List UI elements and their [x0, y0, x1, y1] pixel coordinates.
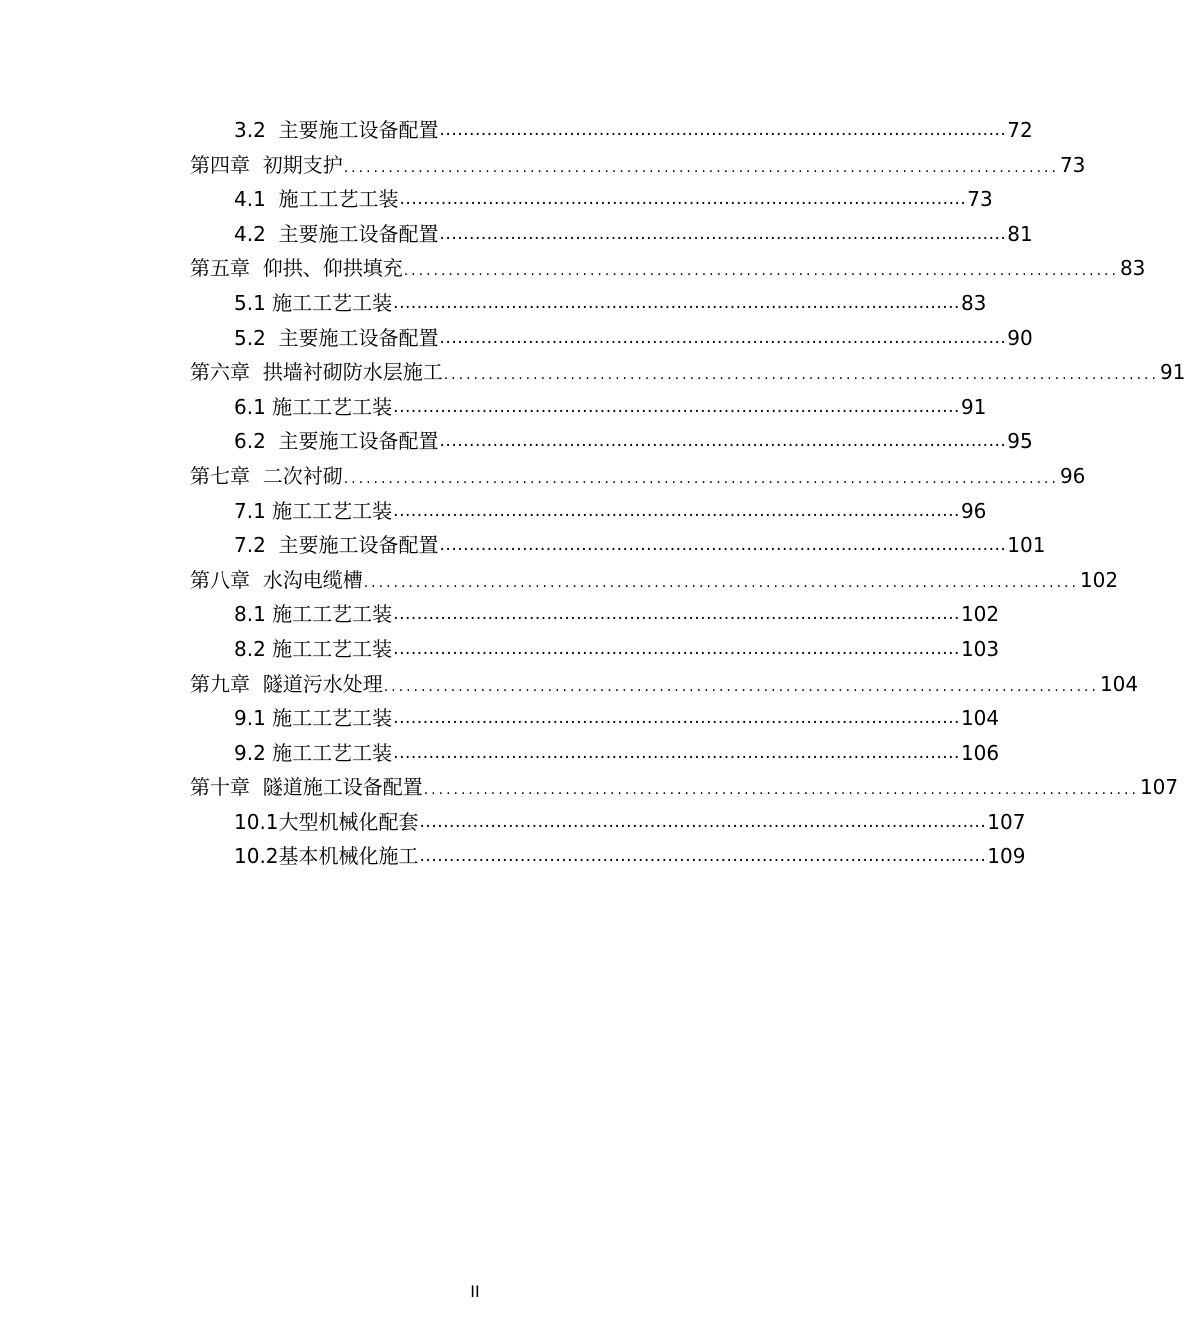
- toc-dot-leader: ................................................................................................: [393, 292, 960, 313]
- toc-entry[interactable]: [0, 563, 1119, 598]
- toc-entry-label: 5.2 主要施工设备配置: [234, 325, 439, 350]
- toc-entry-label: 第六章 拱墙衬砌防水层施工: [190, 360, 443, 385]
- toc-entry-label: 6.2 主要施工设备配置: [234, 429, 439, 454]
- toc-entry[interactable]: [0, 597, 1000, 632]
- toc-entry-page: 109: [987, 844, 1026, 869]
- toc-entry-label: 10.2基本机械化施工: [234, 844, 419, 869]
- toc-entry[interactable]: [0, 736, 1000, 771]
- toc-entry[interactable]: [0, 424, 1033, 459]
- toc-dot-leader: ................................................................................................: [419, 811, 987, 832]
- toc-entry[interactable]: [0, 494, 987, 529]
- toc-entry-page: 95: [1007, 429, 1033, 454]
- toc-entry-label: 第九章 隧道污水处理: [190, 671, 383, 696]
- toc-dot-leader: ................................................................................................: [443, 367, 1159, 384]
- toc-dot-leader: ................................................................................................: [439, 327, 1007, 348]
- toc-entry-page: 102: [1079, 567, 1119, 592]
- toc-entry-page: 96: [1059, 463, 1086, 488]
- toc-dot-leader: ................................................................................................: [393, 500, 960, 521]
- toc-entry[interactable]: [0, 217, 1033, 252]
- toc-dot-leader: ................................................................................................: [383, 678, 1099, 695]
- toc-entry-page: 102: [960, 602, 1000, 627]
- toc-entry-page: 101: [1007, 533, 1046, 558]
- toc-entry-label: 9.2 施工工艺工装: [234, 740, 393, 765]
- toc-dot-leader: ................................................................................................: [439, 431, 1007, 452]
- toc-entry[interactable]: [0, 632, 1000, 667]
- toc-dot-leader: ................................................................................................: [343, 470, 1059, 487]
- toc-entry-page: 73: [1059, 152, 1086, 177]
- toc-entry-page: 104: [960, 706, 1000, 731]
- toc-entry[interactable]: [0, 113, 1033, 148]
- toc-entry[interactable]: [0, 286, 987, 321]
- toc-entry-label: 第八章 水沟电缆槽: [190, 567, 363, 592]
- toc-entry-page: 90: [1007, 325, 1033, 350]
- toc-dot-leader: ................................................................................................: [423, 782, 1139, 799]
- page-number: II: [470, 1282, 480, 1301]
- toc-entry-page: 73: [967, 187, 993, 212]
- toc-entry-label: 5.1 施工工艺工装: [234, 290, 393, 315]
- toc-entry-page: 83: [960, 290, 987, 315]
- toc-entry-label: 3.2 主要施工设备配置: [234, 118, 439, 142]
- toc-dot-leader: ................................................................................................: [439, 223, 1007, 244]
- toc-dot-leader: ................................................................................................: [393, 742, 960, 763]
- toc-entry[interactable]: [0, 701, 1000, 736]
- toc-entry-label: 第七章 二次衬砌: [190, 463, 343, 488]
- toc-dot-leader: ................................................................................................: [419, 846, 987, 867]
- toc-entry-label: 6.1 施工工艺工装: [234, 394, 393, 419]
- toc-entry-label: 4.1 施工工艺工装: [234, 187, 399, 212]
- toc-entry-label: 8.1 施工工艺工装: [234, 602, 393, 627]
- toc-entry-label: 7.1 施工工艺工装: [234, 498, 393, 523]
- toc-entry-page: 81: [1007, 221, 1033, 246]
- toc-entry-label: 第十章 隧道施工设备配置: [190, 775, 423, 800]
- toc-entry-page: 104: [1099, 671, 1139, 696]
- toc-entry-label: 第四章 初期支护: [190, 152, 343, 177]
- toc-entry[interactable]: [0, 667, 1139, 702]
- toc-entry[interactable]: [0, 251, 1146, 286]
- toc-entry-page: 91: [1159, 360, 1185, 385]
- toc-entry-label: 4.2 主要施工设备配置: [234, 221, 439, 246]
- toc-dot-leader: ................................................................................................: [403, 263, 1119, 280]
- toc-dot-leader: ................................................................................................: [393, 708, 960, 729]
- toc-entry-page: 72: [1007, 118, 1033, 142]
- toc-dot-leader: ................................................................................................: [399, 189, 967, 210]
- toc-entry[interactable]: [0, 148, 1086, 183]
- toc-entry-page: 91: [960, 394, 987, 419]
- toc-entry-label: 10.1大型机械化配套: [234, 809, 419, 834]
- toc-entry[interactable]: [0, 390, 987, 425]
- toc-entry[interactable]: [0, 839, 1026, 874]
- toc-entry[interactable]: [0, 459, 1086, 494]
- toc-dot-leader: ................................................................................................: [343, 159, 1059, 176]
- toc-dot-leader: ................................................................................................: [363, 574, 1079, 591]
- toc-entry[interactable]: [0, 770, 1179, 805]
- table-of-contents: [0, 113, 1185, 874]
- toc-entry-page: 107: [1139, 775, 1179, 800]
- toc-dot-leader: ................................................................................................: [393, 638, 960, 659]
- toc-entry-page: 83: [1119, 256, 1146, 281]
- toc-entry[interactable]: [0, 805, 1026, 840]
- toc-entry-label: 第五章 仰拱、仰拱填充: [190, 256, 403, 281]
- toc-entry[interactable]: [0, 528, 1046, 563]
- toc-dot-leader: ................................................................................................: [393, 604, 960, 625]
- toc-entry[interactable]: [0, 355, 1185, 390]
- toc-dot-leader: ................................................................................................: [439, 120, 1007, 140]
- toc-entry-page: 107: [987, 809, 1026, 834]
- toc-entry-label: 7.2 主要施工设备配置: [234, 533, 439, 558]
- toc-entry-label: 8.2 施工工艺工装: [234, 636, 393, 661]
- toc-entry[interactable]: [0, 182, 993, 217]
- toc-dot-leader: ................................................................................................: [393, 396, 960, 417]
- toc-entry-label: 9.1 施工工艺工装: [234, 706, 393, 731]
- toc-entry[interactable]: [0, 321, 1033, 356]
- toc-dot-leader: ................................................................................................: [439, 535, 1007, 556]
- toc-entry-page: 106: [960, 740, 1000, 765]
- toc-entry-page: 96: [960, 498, 987, 523]
- toc-entry-page: 103: [960, 636, 1000, 661]
